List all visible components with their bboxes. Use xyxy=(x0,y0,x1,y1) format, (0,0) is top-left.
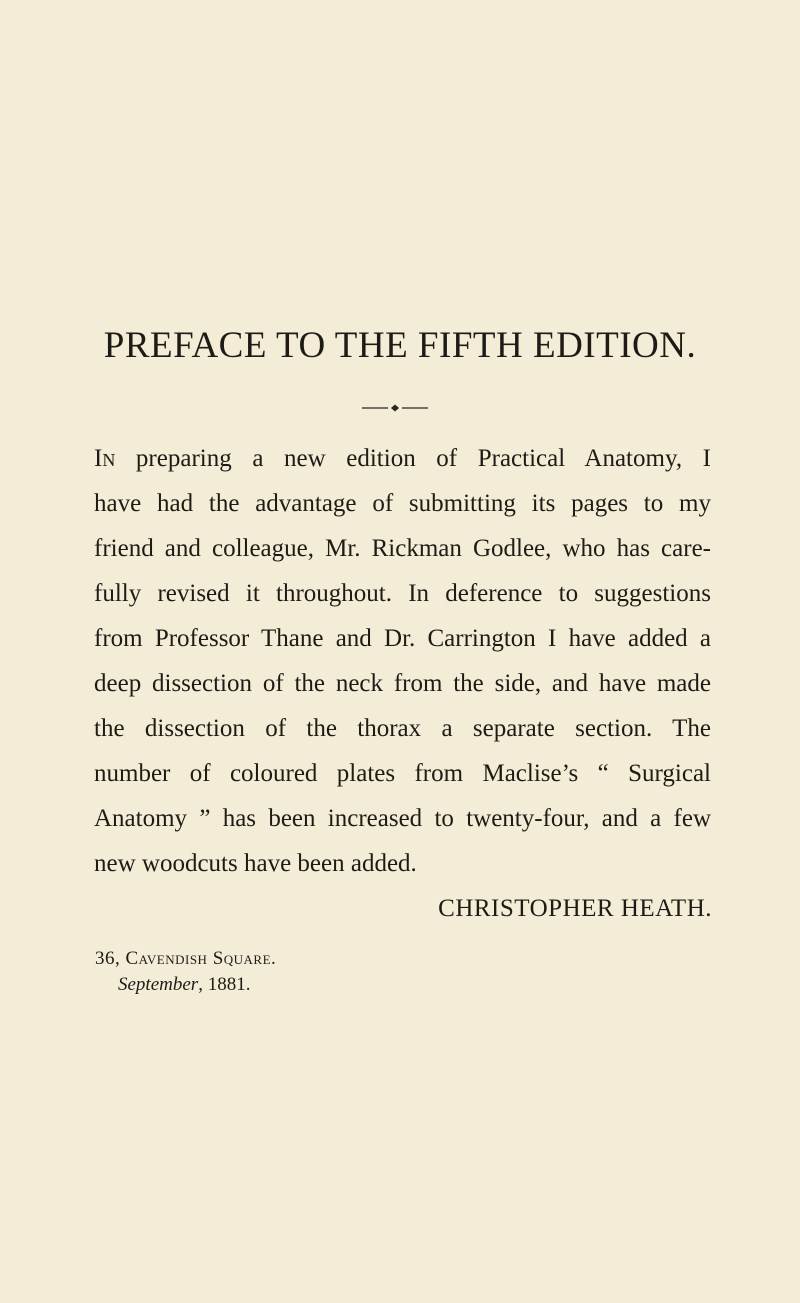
date-year: , 1881. xyxy=(198,974,251,995)
paragraph-line-10: new woodcuts have been added. xyxy=(94,850,417,877)
paragraph-line-4: fully revised it throughout. In deference to suggestions xyxy=(94,580,711,607)
diamond-rule-ornament-icon xyxy=(360,403,430,413)
author-signature: CHRISTOPHER HEATH. xyxy=(438,895,712,922)
paragraph-line-1: In preparing a new edition of Practical Anatomy, I xyxy=(94,445,711,472)
paragraph-line-2: have had the advantage of submitting its pages to my xyxy=(94,490,711,517)
paragraph-line-8: number of coloured plates from Maclise’s “ Surgical xyxy=(94,760,711,787)
paragraph-line-5: from Professor Thane and Dr. Carrington I have added a xyxy=(94,625,711,652)
date-line xyxy=(118,973,250,997)
page-title: PREFACE TO THE FIFTH EDITION. xyxy=(103,325,697,366)
paragraph-line-9: Anatomy ” has been increased to twenty-four, and a few xyxy=(94,805,711,832)
address-line: 36, Cavendish Square. xyxy=(95,948,277,969)
paragraph-line-7: the dissection of the thorax a separate section. The xyxy=(94,715,711,742)
paragraph-line-6: deep dissection of the neck from the side, and have made xyxy=(94,670,711,697)
lead-word: In xyxy=(94,445,116,472)
paragraph-line-3: friend and colleague, Mr. Rickman Godlee, who has care- xyxy=(94,535,711,562)
date-month: September xyxy=(118,974,199,995)
